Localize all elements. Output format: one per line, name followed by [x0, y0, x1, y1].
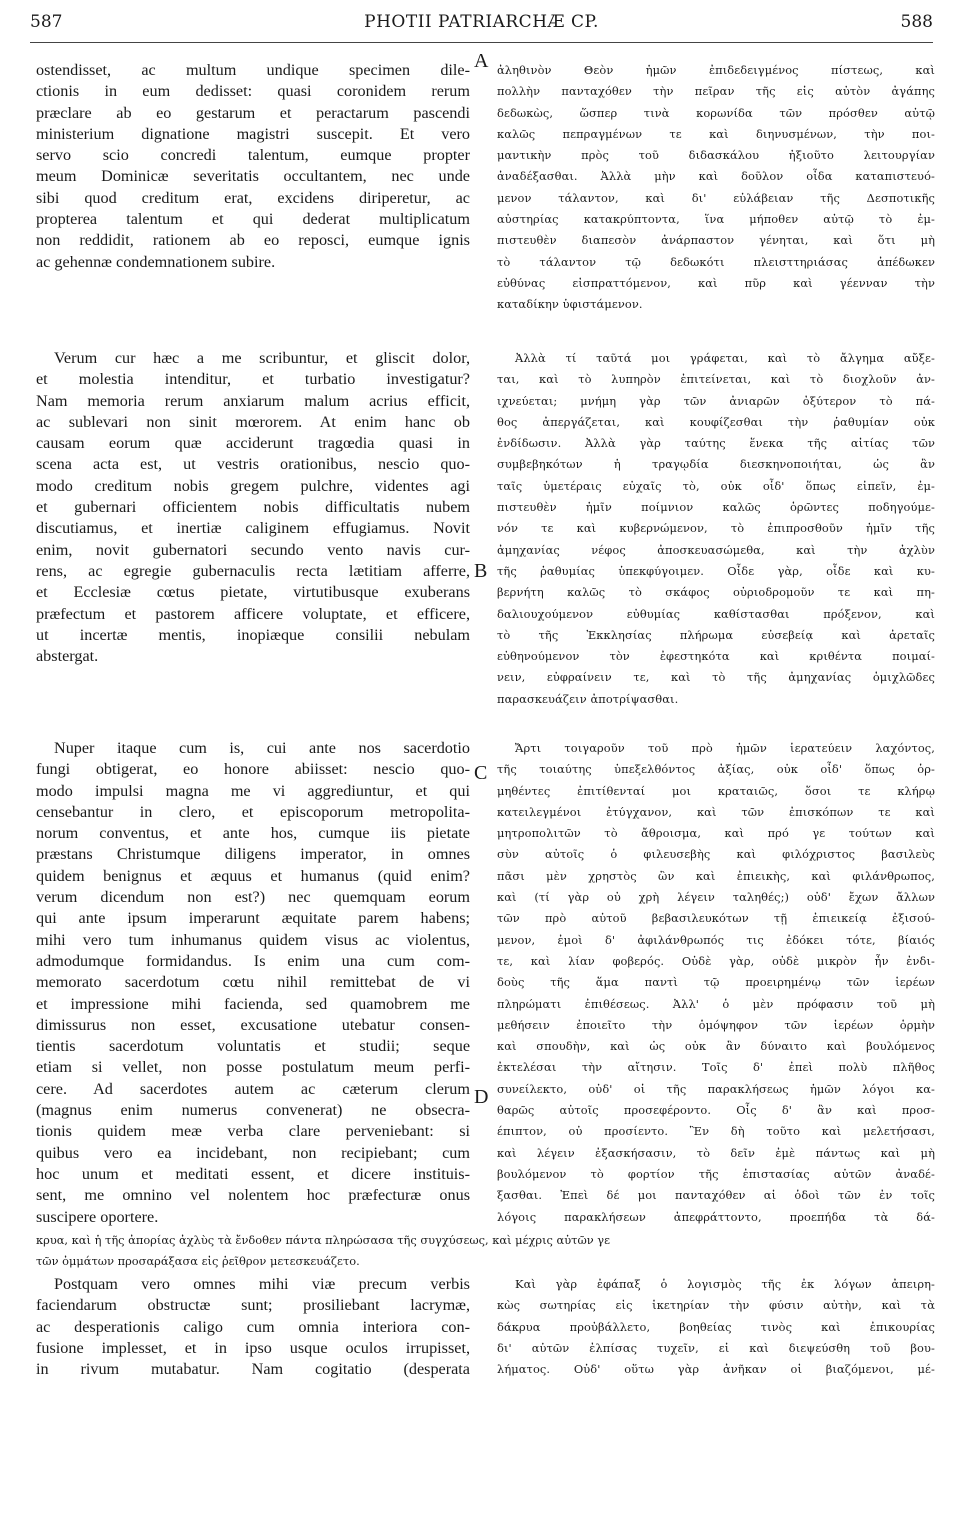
text-line: memorato sacerdotum cœtu nihil remittebat de vi	[36, 973, 470, 992]
text-line: præstans Christumque diligens imperator, in omnes	[36, 845, 470, 864]
text-line: έπιπτον, οὐ προσίεντο. Ἓν δὴ τοῦτο καὶ μελετήσασι,	[497, 1124, 935, 1139]
text-line: Ἄρτι τοιγαροῦν τοῦ πρὸ ἡμῶν ἱερατεύειν λαχόντος,	[515, 741, 935, 755]
header-rule	[30, 42, 933, 43]
text-line: tionis quidem meæ verba clare perveniebant: si	[36, 1122, 470, 1141]
page-number-right: 588	[900, 12, 933, 32]
text-line: βουλόμενον τὸ φορτίον τῆς ἐπιστασίας αὐτῶν ἀναδέ-	[497, 1166, 935, 1181]
text-line: βερνήτη καλῶς τὸ σκάφος οὐριοδρομοῦν τε καὶ πη-	[497, 585, 935, 600]
text-line: etiam si vellet, non posse postulatum meum perfi-	[36, 1058, 470, 1077]
text-line: meum Dominicæ severitatis occultantem, nec unde	[36, 167, 470, 186]
text-line: ἐκτελέσαι τὴν αἴτησιν. Τοῖς δ' ἐπεὶ πολὺ πλῆθος	[497, 1060, 935, 1075]
text-line: πολλὴν πανταχόθεν τὴν πεῖραν τῆς εἰς αὐτὸν ἀγάπης	[497, 84, 935, 99]
text-line: et Ecclesiæ cœtus pietate, virtutibusque exuberans	[36, 583, 470, 602]
text-line: tientis sacerdotum voluntatis et studii; seque	[36, 1037, 470, 1056]
text-line: sibi quod creditum erat, excidens diriperetur, ac	[36, 188, 470, 207]
text-line: ministerium dignatione magistri suscepit. Et vero	[36, 124, 470, 143]
text-line: νειν, εὐφραίνειν τε, καὶ τὸ τῆς ἀμηχανίας ὁμιχλῶδες	[497, 670, 935, 685]
text-line: νόν τε καὶ κυβερνώμενον, τὸ ἐπιπροσθοῦν ἡμῖν τῆς	[497, 521, 935, 536]
text-line: μενον, ἐμοὶ δ' ἀφιλάνθρωπός τις ἐδόκει τότε, βίαιός	[497, 932, 935, 947]
text-line: τῆς τοιαύτης ὑπεξελθόντος ἀξίας, οὐκ οἶδ' ὅπως ὁρ-	[497, 762, 935, 777]
text-line: κὼς σωτηρίας εἰς ἱκετηρίαν τὴν φύσιν αὐτὴν, καὶ τὰ	[497, 1298, 935, 1313]
text-line: λόγοις παρακλήσεων ἀπεφράττοντο, προεπήδα τὰ δά-	[497, 1209, 935, 1224]
text-line: Nuper itaque cum is, cui ante nos sacerdotio	[54, 739, 470, 757]
text-line: κρυα, καὶ ἡ τῆς ἀπορίας ἀχλὺς τὰ ἔνδοθεν πάντα πληρώσασα τῆς συγχύσεως, καὶ μέχρις αὐτῶν γε	[36, 1233, 611, 1247]
text-line: quidem benignus et æquus et humanus (quid enim?	[36, 866, 470, 885]
text-line: præclare ab eo gestarum et peractarum pascendi	[36, 103, 470, 122]
text-line: δεδωκὼς, ὥσπερ τινὰ κορωνίδα τῶν πρόσθεν αὐτῷ	[497, 105, 935, 120]
text-line: mihi vero tum inhumanus quidem visus ac violentus,	[36, 930, 470, 949]
text-line: ac sublevari non sinit mœrorem. At enim hanc ob	[36, 412, 470, 431]
text-line: δαλιουχούμενον εὐθυμίας καθίστασθαι πρόξενον, καὶ	[497, 606, 935, 621]
text-line: τε, καὶ λίαν φοβερός. Οὐδὲ γὰρ, οὐδὲ μικρὸν ἦν ἐνδι-	[497, 953, 935, 968]
greek-paragraph-2	[497, 348, 935, 710]
text-line: θαρῶς αὐτοῖς προσεφέροντο. Οἷς δ' ἂν καὶ προσ-	[497, 1103, 935, 1118]
text-line: (magnus enim numerus convenerat) ne obsecra-	[36, 1101, 470, 1120]
text-line: abstergat.	[36, 647, 99, 666]
running-title: PHOTII PATRIARCHÆ CP.	[364, 12, 599, 32]
greek-paragraph-3	[497, 738, 935, 1228]
text-line: ταῖς ὑμετέραις εὐχαῖς τὸ, οὐκ οἶδ' ὅπως εἰπεῖν, ἐμ-	[497, 478, 935, 493]
text-line: Καὶ γὰρ ἐφάπαξ ὁ λογισμὸς τῆς ἐκ λόγων ἀπειρη-	[515, 1277, 935, 1291]
text-line: non reddidit, rationem ab eo reposci, eumque ignis	[36, 231, 470, 250]
text-line: et gubernari officientem nobis difficultatis nubem	[36, 498, 470, 517]
latin-paragraph-2	[36, 348, 470, 667]
text-line: admodumque formidandus. Is enim una cum com-	[36, 951, 470, 970]
text-line: fusione implesset, et in ipso usque oculos irrupisset,	[36, 1338, 470, 1357]
text-line: μητροπολιτῶν τὸ ἄθροισμα, καὶ πρό γε τούτων καὶ	[497, 826, 935, 841]
text-line: δάκρυα προὐβάλλετο, βοηθείας τινὸς καὶ ἐπικουρίας	[497, 1319, 935, 1334]
text-line: τῆς ῥαθυμίας ὑπεκφύγοιμεν. Οἶδε γὰρ, οἶδε καὶ κυ-	[497, 563, 935, 578]
text-line: μενον τάλαντον, καὶ δι' εὐλάβειαν τῆς Δεσποτικῆς	[497, 190, 935, 205]
text-line: λήματος. Οὐδ' οὕτω γὰρ ἀνῆκαν οἱ βιαζόμενοι, μέ-	[497, 1362, 935, 1377]
text-line: et molestia intenditur, et turbatio investigatur?	[36, 370, 470, 389]
page-number-left: 587	[30, 12, 63, 32]
text-line: ostendisset, ac multum undique specimen dile-	[36, 61, 470, 79]
text-line: καὶ λέγειν ἐξασκήσασιν, τὸ δεῖν ἐμὲ πάντως καὶ μὴ	[497, 1145, 935, 1160]
text-line: πᾶσι μὲν χρηστὸς ὢν καὶ ἐπιεικὴς, καὶ φιλάνθρωπος,	[497, 868, 935, 883]
text-line: rens, ac egregie gubernaculis recta lætitiam afferre,	[36, 561, 470, 580]
text-line: ac desperationis caligo cum omnia interiora con-	[36, 1317, 470, 1336]
text-line: ξασθαι. Ἐπεὶ δέ μοι πανταχόθεν αἱ ὁδοὶ τῶν ἐν τοῖς	[497, 1188, 935, 1203]
text-line: σὺν αὐτοῖς ὁ φιλευσεβὴς καὶ φιλόχριστος βασιλεὺς	[497, 847, 935, 862]
text-line: ἀμηχανίας νέφος ἀποσκευασώμεθα, καὶ τὴν ἀχλὺν	[497, 542, 935, 557]
text-line: πληρώματι ἐπιθέσεως. Ἀλλ' ὁ μὲν πρόφασιν τοῦ μὴ	[497, 996, 935, 1011]
text-line: μηθέντες ἐπιτίθενταί μοι κραταιῶς, ὅσοι τε κλήρῳ	[497, 783, 935, 798]
text-line: συμβεβηκότων ἡ τραγῳδία διεσκηνοποιήται, ὡς ἂν	[497, 457, 935, 472]
text-line: ται, καὶ τὸ λυπηρὸν ἐπιτείνεται, καὶ τὸ διοχλοῦν ἀν-	[497, 372, 935, 387]
text-line: τῶν πρὸ αὐτοῦ βεβασιλευκότων τῇ ἐπιεικείᾳ ἐξισού-	[497, 911, 935, 926]
section-marker-d: D	[474, 1086, 489, 1108]
text-line: dimissurus non esset, excusatione utebatur consen-	[36, 1015, 470, 1034]
text-line: faciendarum obstructæ sunt; prosiliebant lacrymæ,	[36, 1296, 470, 1315]
text-line: enim, novit gubernatori secundo vento navis cur-	[36, 540, 470, 559]
section-marker-c: C	[474, 762, 488, 784]
text-line: discutiamus, et inertiæ caliginem effugiamus. Novit	[36, 519, 470, 538]
text-line: μεθήσειν ἐποιεῖτο τὴν ὁμόψηφον τῶν ἱερέων ὁρμὴν	[497, 1017, 935, 1032]
text-line: παρασκευάζειν ἀποτρίψασθαι.	[497, 691, 679, 706]
latin-paragraph-4	[36, 1274, 470, 1380]
text-line: εὐθύνας εἰσπραττόμενον, καὶ πῦρ καὶ γέενναν τὴν	[497, 275, 935, 290]
text-line: πιστευθὲν διαπεσὸν ἀνάρπαστον γένηται, καὶ ὅτι μὴ	[497, 233, 935, 248]
text-line: qui ante ipsum imperarunt æquitate parem habens;	[36, 909, 470, 928]
text-line: præfectum et pastorem afficere voluptate, et efficere,	[36, 604, 470, 623]
text-line: αὐστηρίας κατακρύπτοντα, ἵνα μήποθεν αὐτῷ τὸ ἐμ-	[497, 212, 935, 227]
section-marker-a: A	[474, 50, 489, 72]
text-line: ἀληθινὸν Θεὸν ἡμῶν ἐπιδεδειγμένος πίστεως, καὶ	[497, 63, 935, 77]
text-line: θος ἀπεργάζεται, καὶ κουφίζεσθαι τὴν ῥαθυμίαν οὐκ	[497, 414, 935, 429]
text-line: cere. Ad sacerdotes autem ac cæterum clerum	[36, 1079, 470, 1098]
text-line: μαντικὴν πρὸς τοῦ διδασκάλου ἠξιοῦτο λειτουργίαν	[497, 148, 935, 163]
text-line: καὶ σπουδὴν, καὶ ὡς οὐκ ἂν δύναιτο καὶ βουλόμενος	[497, 1039, 935, 1054]
text-line: ctionis in eum dedisset: quasi coronidem rerum	[36, 82, 470, 101]
greek-paragraph-1	[497, 60, 935, 316]
text-line: in rivum mutabatur. Nam cogitatio (desperata	[36, 1360, 470, 1379]
text-line: fungi obtigerat, eo honore abiisset: nescio quo-	[36, 760, 470, 779]
text-line: εὐθηνούμενον τὸν ἐφεστηκότα καὶ κριθέντα ποιμαί-	[497, 649, 935, 664]
latin-paragraph-1	[36, 60, 470, 273]
text-line: ac gehennæ condemnationem subire.	[36, 252, 276, 271]
text-line: suscipere oportere.	[36, 1207, 159, 1226]
text-line: quibus vero ea incidebant, non recipiebant; cum	[36, 1143, 470, 1162]
text-line: ἀναδέξασθαι. Ἀλλὰ μὴν καὶ δοῦλον οἶδα καταπιστευό-	[497, 169, 935, 184]
text-line: verum dicendum non est?) nec quemquam eorum	[36, 888, 470, 907]
section-marker-b: B	[474, 560, 488, 582]
text-line: ut incertæ mentis, inopiæque consilii nebulam	[36, 625, 470, 644]
text-line: τὸ τῆς Ἐκκλησίας πλήρωμα εὐσεβείᾳ καὶ ἀρεταῖς	[497, 627, 935, 642]
text-line: τῶν ὀμμάτων προσαράξασα εἰς ῥεῖθρον μετεσκευάζετο.	[36, 1254, 360, 1269]
text-line: Postquam vero omnes mihi viæ precum verbis	[54, 1275, 470, 1293]
text-line: ιχνεύεται; μνήμη γὰρ τῶν ἀνιαρῶν ὀξύτερον τὸ πά-	[497, 393, 935, 408]
text-line: καὶ (τί γὰρ οὐ χρὴ λέγειν ταληθές;) οὐδ' ἔχων ἄλλων	[497, 890, 935, 905]
text-line: servo scio concredi talentum, eumque propter	[36, 146, 470, 165]
text-line: censebantur in clero, et episcoporum metropolita-	[36, 802, 470, 821]
text-line: norum conventus, et ante hos, cumque iis pietate	[36, 824, 470, 843]
text-line: sent, me omnino vel nolentem hoc præfecturæ onus	[36, 1186, 470, 1205]
text-line: Verum cur hæc a me scribuntur, et gliscit dolor,	[54, 349, 470, 367]
text-line: et impressione mihi facienda, sed quamobrem me	[36, 994, 470, 1013]
latin-paragraph-3	[36, 738, 470, 1228]
greek-spanning-lines	[36, 1230, 928, 1273]
text-line: hoc unum et meditati essent, et dicere instituis-	[36, 1164, 470, 1183]
text-line: ἐνδίδωσιν. Ἀλλὰ γὰρ ταύτης ἕνεκα τῆς αἰτίας τῶν	[497, 436, 935, 451]
text-line: τὸ τάλαντον τῷ δεδωκότι πλεισττηριάσας ἀπέδωκεν	[497, 254, 935, 269]
text-line: κατειλεγμένοι ἐτύγχανον, καὶ τῶν ἐπισκόπων τε καὶ	[497, 804, 935, 819]
text-line: propterea talentum et qui dederat multiplicatum	[36, 210, 470, 229]
text-line: modo impulsi magna me vi aggrediuntur, et qui	[36, 781, 470, 800]
text-line: δοὺς τῆς ἅμα παντὶ τῷ προειρημένῳ τῶν ἱερέων	[497, 975, 935, 990]
text-line: δι' αὐτῶν ἐλπίσας τυχεῖν, εἰ καὶ διεψεύσθη τοῦ βου-	[497, 1340, 935, 1355]
text-line: πιστευθὲν ἡμῖν ποίμνιον καλῶς ὁρῶντες ποδηγούμε-	[497, 500, 935, 515]
greek-paragraph-4	[497, 1274, 935, 1380]
text-line: Nam memoria rerum anxiarum malum acrius efficit,	[36, 391, 470, 410]
text-line: συνείλεκτο, οὐδ' οἱ τῆς παρακλήσεως ἡμῶν λόγοι κα-	[497, 1081, 935, 1096]
text-line: Ἀλλὰ τί ταῦτά μοι γράφεται, καὶ τὸ ἄλγημα αὔξε-	[515, 351, 935, 365]
text-line: scena acta est, ut vestris orationibus, nescio quo-	[36, 455, 470, 474]
text-line: καλῶς πεπραγμένων τε καὶ διηνυσμένων, τὴν ποι-	[497, 126, 935, 141]
text-line: causam eorum quæ acciderunt tragœdia quasi in	[36, 434, 470, 453]
text-line: modo creditum nobis gregem pulchre, videntes agi	[36, 476, 470, 495]
text-line: καταδίκην ὑφιστάμενον.	[497, 297, 643, 312]
